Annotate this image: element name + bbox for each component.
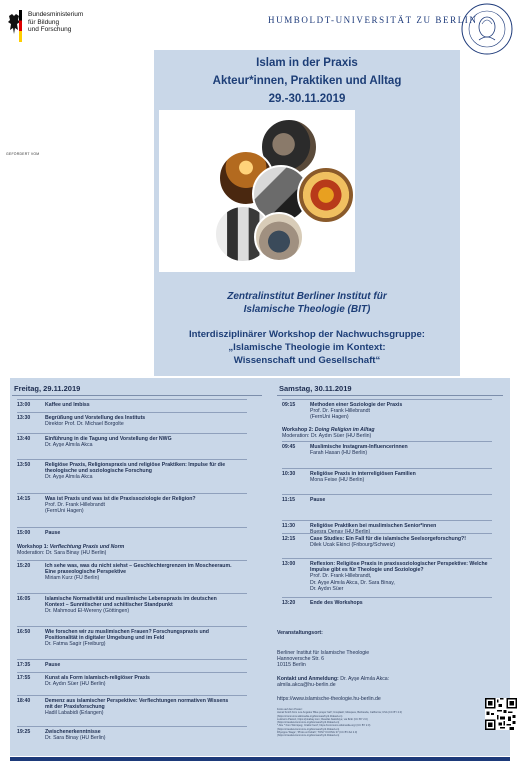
entry-divider: [282, 597, 492, 598]
entry-title: Demenz aus islamischer Perspektive: Verflechtungen normativen Wissens mit der Praxisforschung: [45, 698, 229, 711]
entry-time: 17:55: [17, 675, 31, 681]
entry-divider: [17, 560, 247, 561]
entry-title: Pause: [45, 662, 61, 668]
entry-divider: [282, 468, 492, 469]
entry-speaker: Prof. Dr. Frank Hillebrandt: [45, 502, 105, 509]
entry-speaker: Mona Feise (HU Berlin): [310, 477, 365, 484]
saturday-rule: [277, 395, 503, 396]
entry-time: 09:15: [282, 402, 296, 408]
entry-divider: [17, 695, 247, 696]
entry-speaker: Dr. Aydın Süer (HU Berlin): [45, 681, 106, 688]
entry-speaker: (FernUni Hagen): [310, 414, 349, 421]
entry-speaker: Prof. Dr. Frank Hillebrandt,: [310, 573, 372, 580]
event-dates: 29.-30.11.2019: [268, 93, 346, 105]
entry-title: Was ist Praxis und was ist die Praxissoziologie der Religion?: [45, 496, 196, 502]
entry-divider: [17, 399, 247, 400]
german-flag-stripe: [19, 10, 22, 42]
entry-time: 13:20: [282, 600, 296, 606]
entry-title: Pause: [310, 497, 326, 503]
entry-divider: [17, 412, 247, 413]
entry-time: 17:35: [17, 662, 31, 668]
entry-speaker: Dr. Mahmoud El-Wereny (Göttingen): [45, 608, 130, 615]
entry-speaker: Dr. Ayşe Almıla Akca: [45, 442, 93, 449]
entry-speaker: Buesra Oenay (HU Berlin): [310, 529, 371, 536]
entry-time: 13:50: [17, 462, 31, 468]
entry-divider: [282, 441, 492, 442]
entry-time: 15:00: [17, 530, 31, 536]
entry-time: 13:00: [17, 402, 31, 408]
entry-divider: [282, 399, 492, 400]
entry-time: 19:25: [17, 729, 31, 735]
entry-time: 13:40: [17, 436, 31, 442]
entry-title: Religiöse Praxis in interreligiösen Familien: [310, 471, 416, 477]
entry-speaker: Dr. Aydın Süer: [310, 585, 344, 592]
entry-title: Ich sehe was, was du nicht siehst – Geschlechtergrenzen im Moscheeraum. Eine praxeologische Perspektive: [45, 563, 232, 576]
workshop-2: Workshop 2: Doing Religion im Alltag Moderation: Dr. Aydın Süer (HU Berlin): [282, 427, 375, 440]
entry-title: Islamische Normativität und muslimische Lebenspraxis im deutschen Kontext – Sunnitischer und schiitischer Standpunkt: [45, 596, 217, 609]
entry-speaker: Direktor Prof. Dr. Michael Borgolte: [45, 421, 124, 428]
entry-title: Religiöse Praxis, Religionspraxis und religiöse Praktiken: Impulse für die theologische und soziologische Forschung: [45, 462, 226, 475]
entry-divider: [17, 527, 247, 528]
entry-divider: [282, 520, 492, 521]
workshop-line-3: Wissenschaft und Gesellschaft“: [233, 355, 381, 366]
photo-food: [297, 166, 355, 224]
entry-title: Pause: [45, 530, 61, 536]
entry-speaker: Dr. Ayşe Almıla Akca: [45, 474, 93, 481]
entry-divider: [17, 459, 247, 460]
institute-line-1: Zentralinstitut Berliner Institut für: [227, 291, 387, 302]
entry-title: Methoden einer Soziologie der Praxis: [310, 402, 403, 408]
entry-divider: [17, 626, 247, 627]
entry-title: Wie forschen wir zu muslimischen Frauen? Forschungspraxis und Positionalität in digitaler Umgebung und im Feld: [45, 629, 209, 642]
entry-speaker: Prof. Dr. Frank Hillebrandt: [310, 408, 370, 415]
entry-divider: [282, 494, 492, 495]
entry-title: Case Studies: Ein Fall für die islamische Seelsorgeforschung?!: [310, 536, 466, 542]
venue-block: Veranstaltungsort:: [277, 630, 323, 636]
entry-divider: [17, 659, 247, 660]
entry-divider: [17, 726, 247, 727]
entry-title: Kaffee und Imbiss: [45, 402, 90, 408]
entry-time: 10:30: [282, 471, 296, 477]
university-name: HUMBOLDT-UNIVERSITÄT ZU BERLIN: [268, 15, 478, 25]
entry-divider: [17, 433, 247, 434]
venue-address: Berliner Institut für Islamische Theologie Hannoversche Str. 6 10115 Berlin: [277, 650, 370, 669]
entry-speaker: Farah Hasan (HU Berlin): [310, 450, 368, 457]
entry-time: 15:20: [17, 563, 31, 569]
entry-title: Einführung in die Tagung und Vorstellung der NWG: [45, 436, 172, 442]
entry-time: 09:45: [282, 444, 296, 450]
entry-speaker: Dr. Fatma Sagir (Freiburg): [45, 641, 106, 648]
entry-time: 13:30: [17, 415, 31, 421]
entry-speaker: (FernUni Hagen): [45, 508, 84, 515]
event-subtitle: Akteur*innen, Praktiken und Alltag: [212, 75, 402, 87]
entry-divider: [17, 493, 247, 494]
workshop-1: Workshop 1: Verflechtung Praxis und Norm Moderation: Dr. Sara Binay (HU Berlin): [17, 544, 125, 557]
entry-speaker: Dilek Ucak Ekinci (Fribourg/Schweiz): [310, 542, 396, 549]
event-title: Islam in der Praxis: [256, 57, 358, 69]
entry-divider: [282, 533, 492, 534]
entry-title: Reflexion: Religiöse Praxis in praxissoziologischer Perspektive: Welche Impulse gibt es für Theologie und Soziologie?: [310, 561, 488, 574]
friday-title: Freitag, 29.11.2019: [14, 384, 81, 393]
contact-email[interactable]: almila.akca@hu-berlin.de: [277, 682, 336, 689]
entry-title: Zwischenerkenntnisse: [45, 729, 101, 735]
bottom-accent-bar: [10, 757, 510, 761]
qr-code-icon[interactable]: [485, 698, 517, 730]
friday-rule: [12, 395, 262, 396]
workshop-line-1: Interdisziplinärer Workshop der Nachwuchsgruppe:: [189, 329, 425, 340]
entry-time: 11:15: [282, 497, 295, 503]
humboldt-seal-icon: [460, 2, 514, 56]
entry-time: 18:40: [17, 698, 31, 704]
funded-by-label: GEFÖRDERT VOM: [6, 152, 40, 156]
website-link[interactable]: https://www.islamische-theologie.hu-berlin.de: [277, 696, 381, 702]
entry-divider: [17, 593, 247, 594]
ministry-name: Bundesministerium für Bildung und Forschung: [28, 11, 84, 33]
entry-title: Muslimische Instagram-Influencerinnen: [310, 444, 408, 450]
contact-block: Kontakt und Anmeldung: Dr. Ayşe Almıla Akca: almila.akca@hu-berlin.de: [277, 676, 390, 689]
entry-divider: [17, 672, 247, 673]
photo-credits: Fotos auf dem Poster: Jamal Smith from Los Angeles 'Blue prayer hall'; Unsplash; Mosques, Bethesda, California; USA (CC BY 2.0) (https://commons.wikimedia.org/licenses/by/2.0/deed.en) Ludovico Pastori, https://pixabay.com; Rewdar Atatürkiye; via flickr (CC BY 2.0) (https://creativecommons.org/licenses/by/2.0/deed.en) * Abu * from Winnipeg; 'Arabic food'; https://commons.wikimedia.org/ (CC BY 2.0) (https://creativecommons.org/licenses/by/2.0/deed.en) Rhyoppa 'Stage'; 'Photo at Kubah'; TONY KUONG 37 (CC BY-SA 2.0) (https://creativecommons.org/licenses/by/2.0/deed.en): [277, 708, 403, 738]
entry-title: Kunst als Form islamisch-religiöser Praxis: [45, 675, 150, 681]
ministry-logo: [6, 10, 116, 50]
entry-speaker: Hadil Lababidi (Erlangen): [45, 710, 104, 717]
entry-time: 13:00: [282, 561, 296, 567]
entry-time: 12:15: [282, 536, 296, 542]
institute-line-2: Islamische Theologie (BIT): [243, 304, 371, 315]
entry-title: Religiöse Praktiken bei muslimischen Senior*innen: [310, 523, 437, 529]
entry-title: Ende des Workshops: [310, 600, 363, 606]
photo-room: [254, 212, 304, 262]
entry-speaker: Miriam Kurz (FU Berlin): [45, 575, 100, 582]
entry-time: 14:15: [17, 496, 31, 502]
entry-divider: [282, 558, 492, 559]
entry-speaker: Dr. Sara Binay (HU Berlin): [45, 735, 106, 742]
entry-speaker: Dr. Ayşe Almıla Akca, Dr. Sara Binay,: [310, 579, 395, 586]
entry-time: 11:30: [282, 523, 295, 529]
saturday-title: Samstag, 30.11.2019: [279, 384, 352, 393]
entry-time: 16:50: [17, 629, 31, 635]
entry-title: Begrüßung und Vorstellung des Instituts: [45, 415, 146, 421]
workshop-line-2: „Islamische Theologie im Kontext:: [228, 342, 386, 353]
entry-time: 16:05: [17, 596, 31, 602]
